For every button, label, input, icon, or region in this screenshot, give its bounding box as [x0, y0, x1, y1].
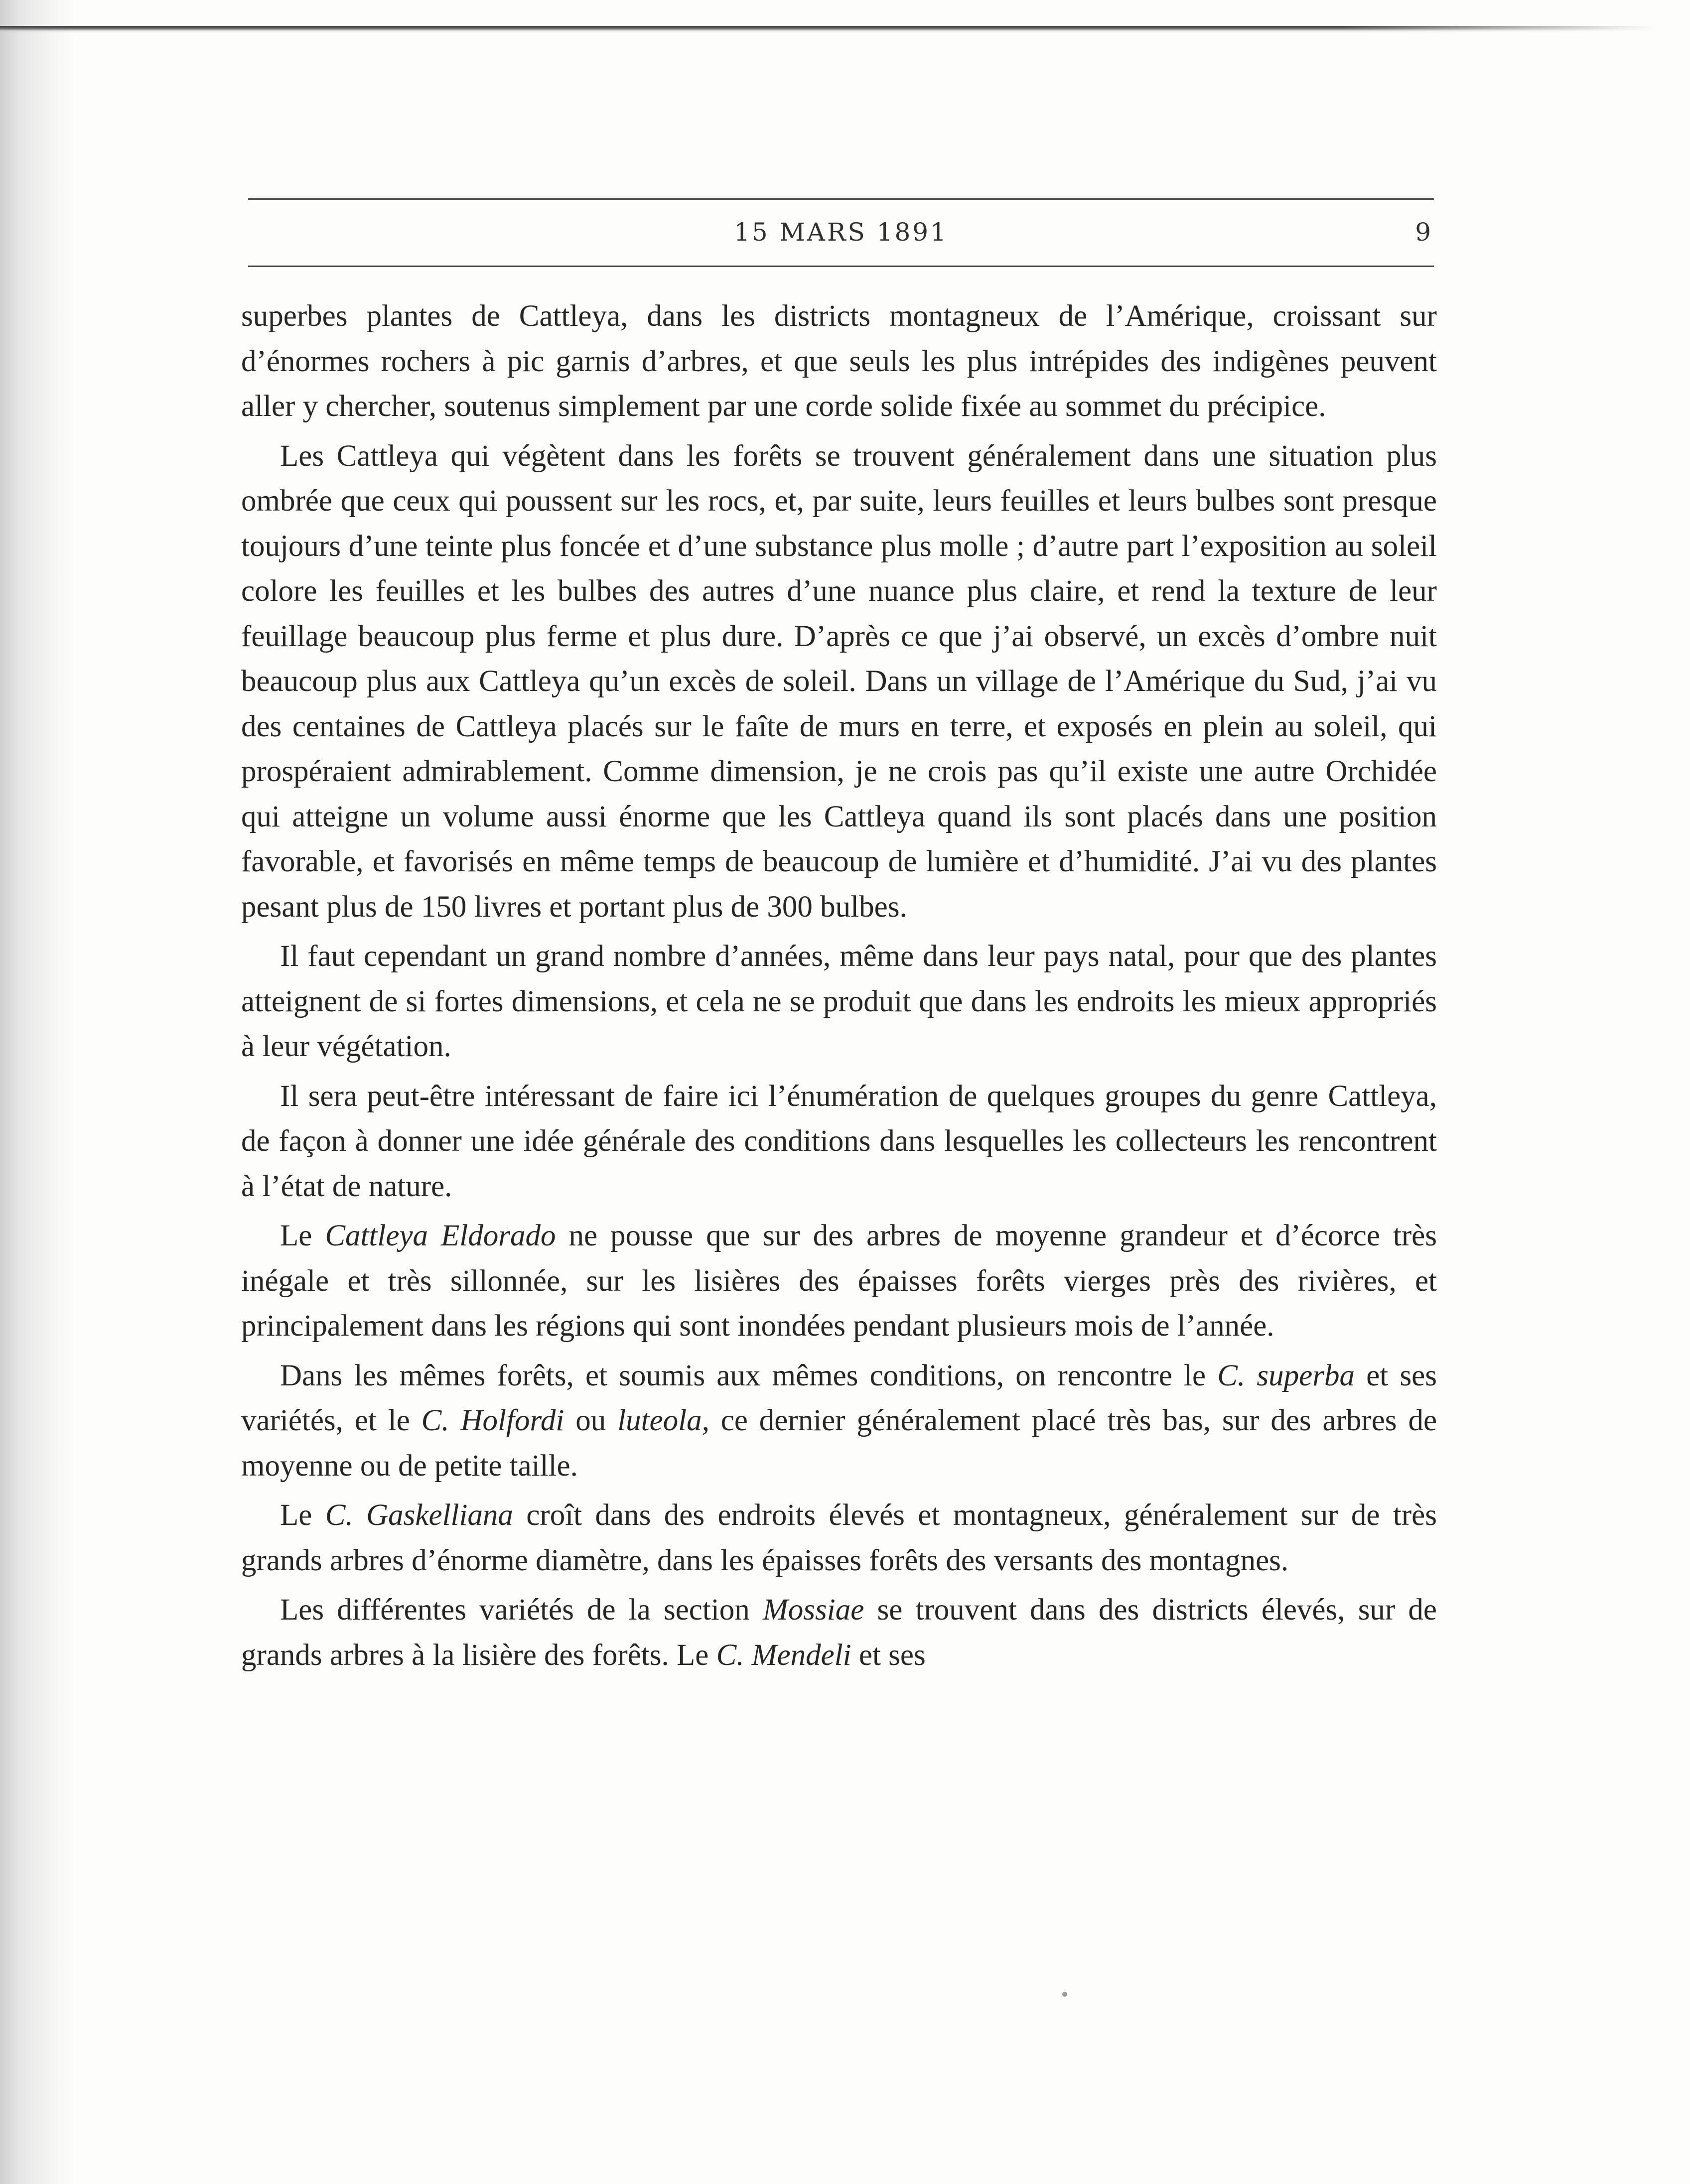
scan-shadow-left [0, 0, 75, 2184]
text-run: et ses variétés, et le [241, 1359, 1437, 1437]
section-name: Mossiae [762, 1593, 864, 1627]
text-run: Dans les mêmes forêts, et soumis aux mêmes conditions, on rencontre le [280, 1359, 1218, 1392]
paragraph-7 [241, 1493, 1437, 1583]
ink-speck [1062, 1992, 1067, 1997]
species-name: luteola, [617, 1404, 709, 1437]
species-name: C. Mendeli [716, 1638, 851, 1672]
page-header [248, 198, 1434, 267]
paragraph-1: superbes plantes de Cattleya, dans les districts montagneux de l’Amérique, croissant sur d’énormes rochers à pic garnis d’arbres, et que seuls les plus intrépides des indigènes peuvent aller y chercher, soutenus simplement par une corde solide fixée au sommet du précipice. [241, 299, 1437, 423]
article-body [241, 294, 1437, 1682]
text-run: se trouvent dans des districts élevés, sur de grands arbres à la lisière des forêts. Le [241, 1593, 1437, 1672]
paragraph-8 [241, 1588, 1437, 1678]
paragraph-6 [241, 1354, 1437, 1489]
paragraph-4: Il sera peut-être intéressant de faire ici l’énumération de quelques groupes du genre Cattleya, de façon à donner une idée générale des conditions dans lesquelles les collecteurs les rencontrent à l’état de nature. [241, 1079, 1437, 1203]
species-name: C. Holfordi [421, 1404, 564, 1437]
paragraph-3: Il faut cependant un grand nombre d’années, même dans leur pays natal, pour que des plantes atteignent de si fortes dimensions, et cela ne se produit que dans les endroits les mieux appropriés à leur végétation. [241, 940, 1437, 1063]
species-name: C. Gaskelliana [325, 1499, 513, 1532]
text-run: ou [564, 1404, 618, 1437]
text-run: ce dernier généralement placé très bas, sur des arbres de moyenne ou de petite taille. [241, 1404, 1437, 1483]
species-name: Cattleya Eldorado [325, 1219, 556, 1252]
paragraph-5 [241, 1214, 1437, 1349]
scan-shadow-top [0, 26, 1690, 33]
paragraph-2: Les Cattleya qui végètent dans les forêts se trouvent généralement dans une situation plus ombrée que ceux qui poussent sur les rocs, et, par suite, leurs feuilles et leurs bulbes sont presque toujours d’une teinte plus foncée et d’une substance plus molle ; d’autre part l’exposition au soleil colore les feuilles et les bulbes des autres d’une nuance plus claire, et rend la texture de leur feuillage beaucoup plus ferme et plus dure. D’après ce que j’ai observé, un excès d’ombre nuit beaucoup plus aux Cattleya qu’un excès de soleil. Dans un village de l’Amérique du Sud, j’ai vu des centaines de Cattleya placés sur le faîte de murs en terre, et exposés en plein au soleil, qui prospéraient admirablement. Comme dimension, je ne crois pas qu’il existe une autre Orchidée qui atteigne un volume aussi énorme que les Cattleya quand ils sont placés dans une position favorable, et favorisés en même temps de beaucoup de lumière et d’humidité. J’ai vu des plantes pesant plus de 150 livres et portant plus de 300 bulbes. [241, 439, 1437, 924]
text-run: Les différentes variétés de la section [280, 1593, 763, 1627]
text-run: ne pousse que sur des arbres de moyenne grandeur et d’écorce très inégale et très sillonnée, sur les lisières des épaisses forêts vierges près des rivières, et principalement dans les régions qui sont inondées pendant plusieurs mois de l’année. [241, 1219, 1437, 1343]
text-run: Le [280, 1499, 325, 1532]
text-run: et ses [851, 1638, 926, 1672]
species-name: C. superba [1217, 1359, 1355, 1392]
running-head: 15 MARS 1891 [734, 218, 948, 247]
text-run: croît dans des endroits élevés et montagneux, généralement sur de très grands arbres d’énorme diamètre, dans les épaisses forêts des versants des montagnes. [241, 1499, 1437, 1577]
page-number: 9 [1415, 218, 1431, 247]
text-run: Le [280, 1219, 325, 1252]
